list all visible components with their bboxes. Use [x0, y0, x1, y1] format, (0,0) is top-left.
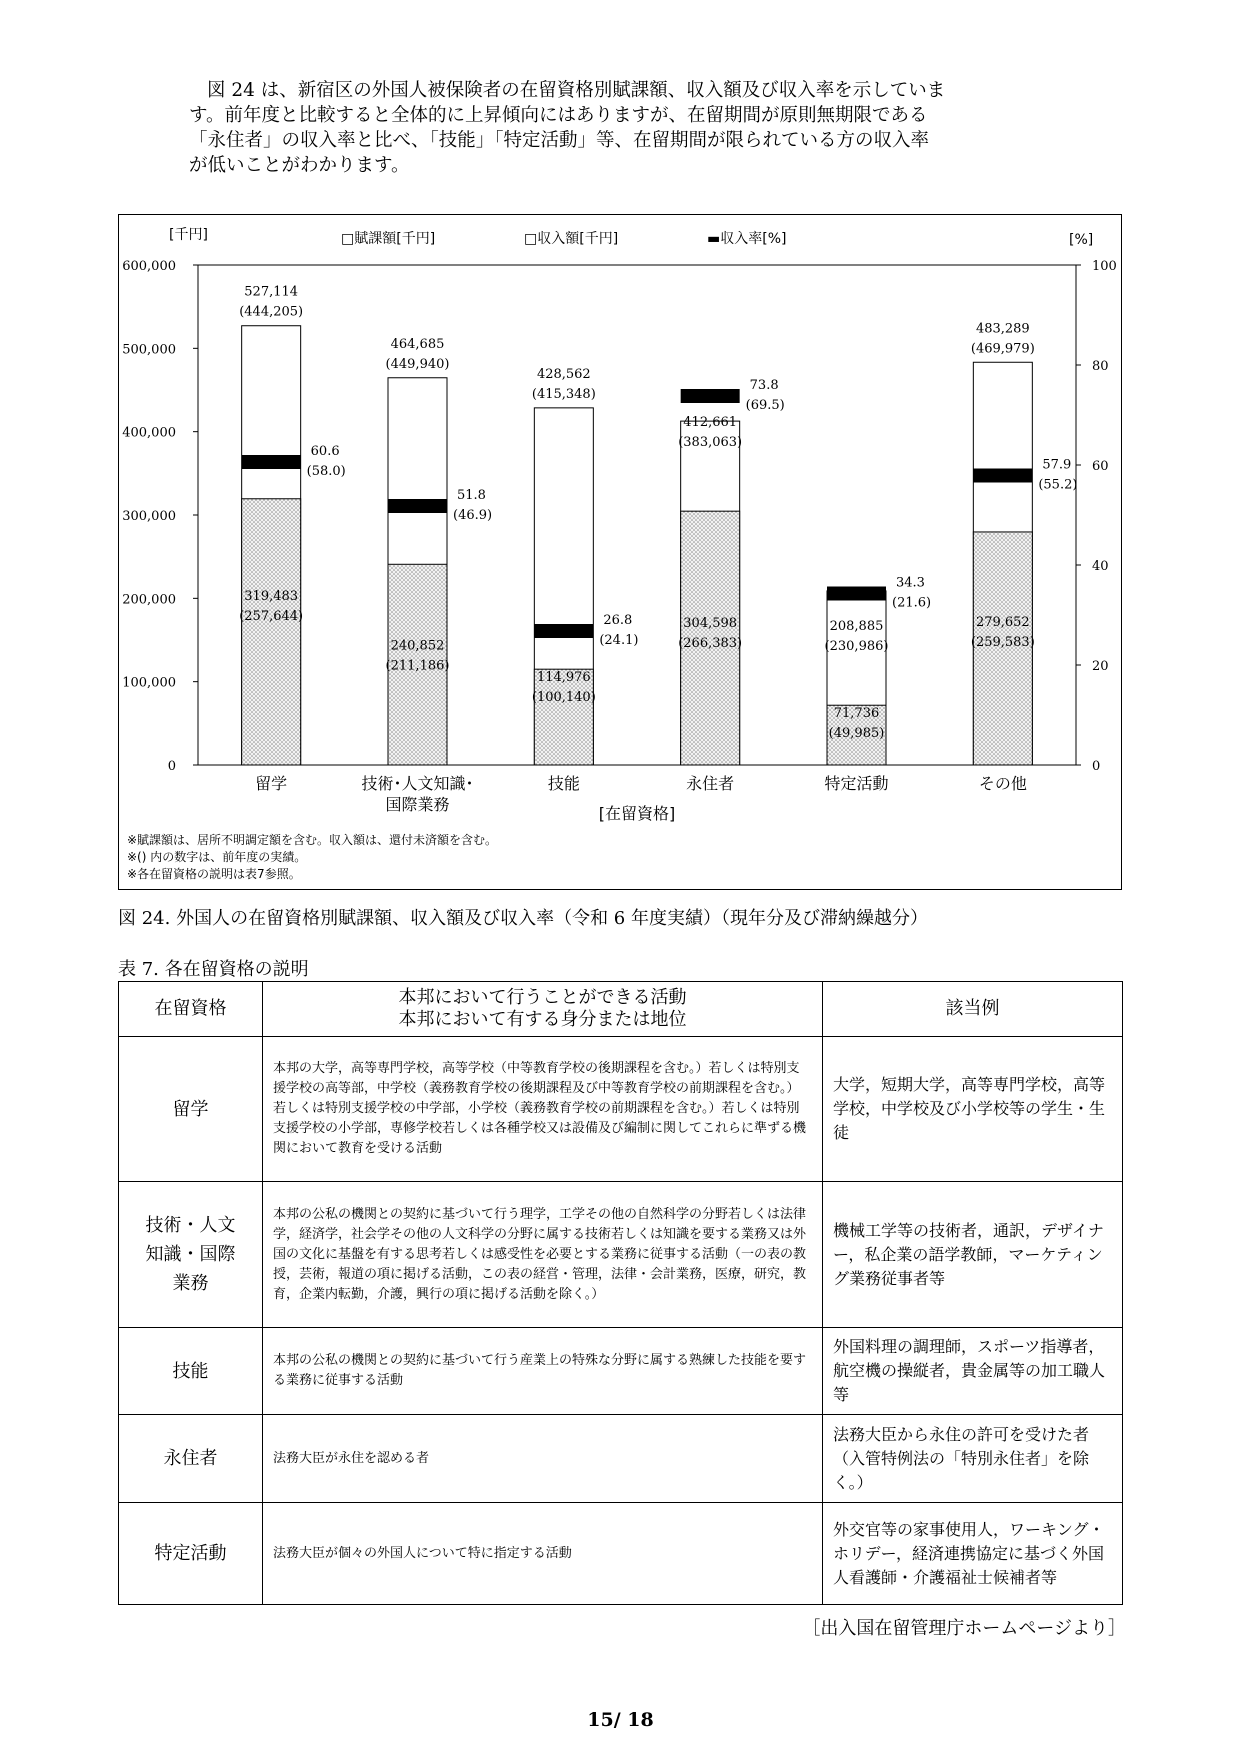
x-tick-label: 特定活動	[824, 774, 889, 793]
table-row	[119, 1182, 1123, 1328]
rate-marker	[242, 455, 301, 469]
assessment-prev-label: (444,205)	[239, 304, 304, 320]
rate-label: 26.8	[603, 613, 633, 628]
status-example: 法務大臣から永住の許可を受けた者（入管特例法の「特別永住者」を除く。）	[823, 1415, 1123, 1503]
chart-note: ※() 内の数字は、前年度の実績。	[127, 850, 307, 864]
x-tick-label: 技術･人文知識･	[361, 774, 474, 793]
x-tick-label: 技能	[547, 774, 580, 793]
status-example: 外国料理の調理師，スポーツ指導者，航空機の操縦者，貴金属等の加工職人等	[823, 1328, 1123, 1415]
assessment-label: 464,685	[390, 336, 445, 352]
chart-frame	[118, 214, 1122, 890]
assessment-prev-label: (230,986)	[824, 638, 889, 654]
status-name: 特定活動	[119, 1503, 263, 1605]
intro-line: す。前年度と比較すると全体的に上昇傾向にはありますが、在留期間が原則無期限である	[189, 105, 928, 126]
revenue-label: 71,736	[833, 706, 880, 722]
assessment-label: 412,661	[683, 415, 738, 431]
revenue-label: 114,976	[536, 670, 591, 686]
table-row	[119, 1503, 1123, 1605]
status-activity: 本邦の大学，高等専門学校，高等学校（中等教育学校の後期課程を含む。）若しくは特別支援学校の高等部，中学校（義務教育学校の後期課程及び中等教育学校の前期課程を含む。）若しくは特別支援学校の中学部，小学校（義務教育学校の前期課程を含む。）若しくは特別支援学校の小学部，専修学校若しくは各種学校又は設備及び編制に関してこれらに準ずる機関において教育を受ける活動	[263, 1037, 823, 1182]
intro-line: 図 24 は、新宿区の外国人被保険者の在留資格別賦課額、収入額及び収入率を示していま	[207, 80, 946, 101]
y-tick-label-right: 100	[1092, 259, 1117, 274]
assessment-label: 483,289	[975, 321, 1030, 337]
rate-marker	[973, 469, 1032, 483]
y-tick-label-left: 500,000	[122, 342, 176, 358]
status-activity: 法務大臣が個々の外国人について特に指定する活動	[263, 1503, 823, 1605]
rate-label: 73.8	[749, 378, 779, 393]
chart-notes	[127, 832, 497, 883]
page-number: 15/ 18	[587, 1709, 654, 1731]
rate-prev-label: (58.0)	[306, 464, 346, 479]
table-row	[119, 1328, 1123, 1415]
revenue-label: 304,598	[683, 616, 738, 632]
y-axis-unit-left: [千円]	[169, 227, 208, 243]
rate-label: 51.8	[457, 488, 486, 503]
rate-marker	[681, 389, 740, 403]
rate-prev-label: (24.1)	[599, 633, 639, 648]
y-tick-label-left: 400,000	[122, 425, 176, 441]
rate-marker	[388, 499, 447, 513]
y-axis-unit-right: [%]	[1069, 232, 1094, 248]
bar-revenue	[242, 499, 301, 765]
rate-label: 60.6	[310, 444, 340, 459]
assessment-prev-label: (383,063)	[678, 435, 743, 451]
table-header-row	[119, 982, 1123, 1037]
legend-revenue: □収入額[千円]	[524, 231, 619, 247]
rate-prev-label: (69.5)	[745, 398, 785, 413]
status-name: 技術・人文 知識・国際 業務	[119, 1182, 263, 1328]
y-tick-label-left: 300,000	[122, 509, 176, 524]
revenue-prev-label: (259,583)	[970, 634, 1035, 650]
y-tick-label-right: 40	[1092, 559, 1109, 574]
y-tick-label-left: 200,000	[122, 592, 176, 608]
chart-note: ※各在留資格の説明は表7参照。	[127, 867, 301, 881]
intro-line: が低いことがわかります。	[189, 155, 410, 176]
table-row	[119, 1415, 1123, 1503]
header-status: 在留資格	[119, 982, 263, 1037]
rate-label: 57.9	[1042, 457, 1072, 473]
chart-note: ※賦課額は、居所不明調定額を含む。収入額は、還付未済額を含む。	[127, 833, 498, 847]
source-note: ［出入国在留管理庁ホームページより］	[802, 1618, 1126, 1639]
assessment-label: 527,114	[244, 284, 299, 300]
y-tick-label-right: 80	[1092, 359, 1109, 374]
status-example: 大学，短期大学，高等専門学校，高等学校，中学校及び小学校等の学生・生徒	[823, 1037, 1123, 1182]
rate-prev-label: (46.9)	[453, 508, 493, 523]
legend-assessment: □賦課額[千円]	[341, 231, 436, 247]
assessment-label: 428,562	[536, 366, 591, 382]
status-activity: 法務大臣が永住を認める者	[263, 1415, 823, 1503]
revenue-prev-label: (266,383)	[678, 636, 743, 652]
x-tick-label: その他	[978, 774, 1027, 793]
revenue-prev-label: (100,140)	[531, 690, 596, 706]
y-tick-label-right: 60	[1092, 459, 1109, 474]
status-activity: 本邦の公私の機関との契約に基づいて行う理学，工学その他の自然科学の分野若しくは法律学，経済学，社会学その他の人文科学の分野に属する技術若しくは知識を要する業務又は外国の文化に基盤を有する思考若しくは感受性を必要とする業務に従事する活動（一の表の教授，芸術，報道の項に掲げる活動，この表の経営・管理，法律・会計業務，医療，研究，教育，企業内転勤，介護，興行の項に掲げる活動を除く。）	[263, 1182, 823, 1328]
rate-prev-label: (55.2)	[1038, 477, 1078, 493]
rate-marker	[534, 624, 593, 638]
header-example: 該当例	[823, 982, 1123, 1037]
rate-marker	[827, 587, 886, 601]
y-tick-label-right: 20	[1092, 659, 1109, 674]
rate-prev-label: (21.6)	[892, 595, 932, 611]
header-activity: 本邦において行うことができる活動 本邦において有する身分または地位	[263, 982, 823, 1037]
assessment-prev-label: (469,979)	[970, 341, 1035, 357]
rate-label: 34.3	[896, 575, 925, 591]
status-example: 外交官等の家事使用人，ワーキング・ホリデー，経済連携協定に基づく外国人看護師・介護福祉士候補者等	[823, 1503, 1123, 1605]
revenue-prev-label: (211,186)	[385, 658, 450, 674]
status-name: 永住者	[119, 1415, 263, 1503]
status-name: 技能	[119, 1328, 263, 1415]
legend-rate: ▬収入率[%]	[707, 231, 787, 247]
intro-line: 「永住者」の収入率と比べ、「技能」「特定活動」等、在留期間が限られている方の収入率	[189, 130, 930, 151]
status-example: 機械工学等の技術者，通訳，デザイナー，私企業の語学教師，マーケティング業務従事者等	[823, 1182, 1123, 1328]
x-tick-label: 永住者	[686, 774, 735, 793]
x-tick-label: 国際業務	[385, 795, 450, 814]
revenue-label: 279,652	[975, 614, 1030, 630]
intro-paragraph	[189, 78, 1107, 178]
table-caption: 表 7. 各在留資格の説明	[118, 959, 309, 980]
assessment-prev-label: (415,348)	[531, 386, 596, 402]
y-tick-label-left: 0	[167, 759, 176, 774]
y-tick-label-left: 100,000	[122, 675, 176, 691]
revenue-label: 319,483	[244, 588, 299, 604]
x-axis-title: [在留資格]	[598, 804, 676, 823]
x-tick-label: 留学	[255, 774, 288, 793]
revenue-prev-label: (49,985)	[828, 726, 885, 742]
plot-area	[198, 265, 1076, 765]
status-activity: 本邦の公私の機関との契約に基づいて行う産業上の特殊な分野に属する熟練した技能を要する業務に従事する活動	[263, 1328, 823, 1415]
revenue-label: 240,852	[390, 638, 445, 654]
revenue-prev-label: (257,644)	[239, 608, 304, 624]
y-tick-label-left: 600,000	[122, 259, 176, 274]
combo-chart	[119, 215, 1121, 889]
assessment-label: 208,885	[829, 618, 884, 634]
y-tick-label-right: 0	[1092, 759, 1101, 774]
assessment-prev-label: (449,940)	[385, 356, 450, 372]
status-name: 留学	[119, 1037, 263, 1182]
visa-status-table	[118, 981, 1123, 1605]
table-row	[119, 1037, 1123, 1182]
figure-caption: 図 24. 外国人の在留資格別賦課額、収入額及び収入率（令和 6 年度実績）（現年分及び滞納繰越分）	[118, 908, 928, 929]
